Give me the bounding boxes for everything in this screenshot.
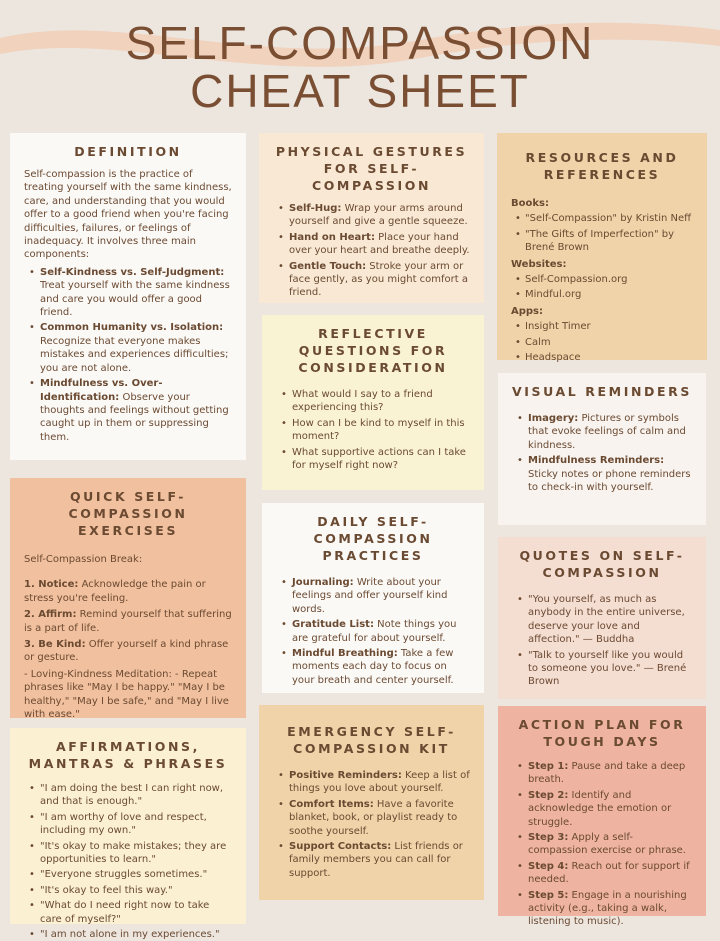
action-step: • Step 5: Engage in a nourishing activity (e.g., taking a walk, listening to music). [512,889,692,929]
book-item: • "The Gifts of Imperfection" by Brené Brown [511,228,693,255]
affirmation-item: • "What do I need right now to take care of myself?" [24,899,232,926]
apps-label: Apps: [511,305,544,317]
action-step: • Step 3: Apply a self-compassion exercise or phrase. [512,831,692,858]
definition-item: • Common Humanity vs. Isolation: Recognize that everyone makes mistakes and experiences difficulties; you are not alone. [24,321,232,375]
definition-card [10,133,246,460]
reflective-questions-card [262,315,484,490]
website-item: • Mindful.org [511,288,693,301]
kit-item: • Positive Reminders: Keep a list of things you love about yourself. [273,769,470,796]
question-item: • What would I say to a friend experiencing this? [276,388,470,415]
action-step: • Step 4: Reach out for support if needed. [512,860,692,887]
quick-exercises-intro: Self-Compassion Break: [24,554,143,565]
kit-item: • Support Contacts: List friends or family members you can call for support. [273,840,470,880]
practice-item: • Mindful Breathing: Take a few moments each day to focus on your breath and center yourself. [276,647,470,687]
visual-reminders-card [498,373,706,525]
page-title-line-2: CHEAT SHEET [190,65,530,117]
gesture-item: • Gentle Touch: Stroke your arm or face gently, as you might comfort a friend. [273,260,470,300]
quick-exercises-card [10,478,246,721]
definition-item: • Self-Kindness vs. Self-Judgment: Treat yourself with the same kindness and care you would offer a good friend. [24,266,232,320]
affirmation-item: • "It's okay to feel this way." [24,884,232,897]
gesture-item: • Hand on Heart: Place your hand over your heart and breathe deeply. [273,231,470,258]
affirmation-item: • "I am worthy of love and respect, including my own." [24,811,232,838]
app-item: • Headspace [511,351,693,364]
quotes-heading: QUOTES ON SELF-COMPASSION [519,548,685,580]
action-plan-heading: ACTION PLAN FOR TOUGH DAYS [518,717,686,749]
websites-label: Websites: [511,258,567,270]
practice-item: • Journaling: Write about your feelings and offer yourself kind words. [276,576,470,616]
reflective-questions-heading: REFLECTIVE QUESTIONS FOR CONSIDERATION [298,326,448,375]
practice-item: • Gratitude List: Note things you are grateful for about yourself. [276,618,470,645]
quote-item: • "You yourself, as much as anybody in the entire universe, deserve your love and affection." — Buddha [512,593,692,647]
exercise-step: 3. Be Kind: Offer yourself a kind phrase or gesture. [24,639,229,664]
daily-practices-heading: DAILY SELF-COMPASSION PRACTICES [313,514,433,563]
app-item: • Insight Timer [511,320,693,333]
action-step: • Step 2: Identify and acknowledge the emotion or struggle. [512,789,692,829]
daily-practices-card [262,503,484,693]
emergency-kit-card [259,705,484,900]
page-title-line-1: SELF-COMPASSION [125,17,595,69]
physical-gestures-heading: PHYSICAL GESTURES FOR SELF-COMPASSION [275,144,468,193]
affirmations-heading: AFFIRMATIONS, MANTRAS & PHRASES [28,739,228,771]
exercise-step: 2. Affirm: Remind yourself that suffering is a part of life. [24,609,232,634]
gesture-item: • Self-Hug: Wrap your arms around yourself and give a gentle squeeze. [273,202,470,229]
action-plan-card [498,706,706,928]
visual-item: • Mindfulness Reminders: Sticky notes or phone reminders to check-in with yourself. [512,454,692,494]
affirmation-item: • "I am doing the best I can right now, and that is enough." [24,782,232,809]
physical-gestures-card [259,133,484,303]
book-item: • "Self-Compassion" by Kristin Neff [511,212,693,225]
question-item: • What supportive actions can I take for myself right now? [276,446,470,473]
visual-item: • Imagery: Pictures or symbols that evoke feelings of calm and kindness. [512,412,692,452]
quote-item: • "Talk to yourself like you would to someone you love." — Brené Brown [512,649,692,689]
affirmation-item: • "Everyone struggles sometimes." [24,868,232,881]
action-step: • Step 1: Pause and take a deep breath. [512,760,692,787]
definition-intro: Self-compassion is the practice of treating yourself with the same kindness, care, and understanding that you would offer to a good friend when you're facing difficulties, failures, or feelings of inadequacy. It involves three main components: [24,169,232,261]
definition-item: • Mindfulness vs. Over-Identification: Observe your thoughts and feelings without getting caught up in them or suppressing them. [24,377,232,444]
affirmation-item: • "It's okay to make mistakes; they are opportunities to learn." [24,840,232,867]
definition-heading: DEFINITION [74,144,182,159]
affirmations-card [10,728,246,941]
kit-item: • Comfort Items: Have a favorite blanket, book, or playlist ready to soothe yourself. [273,798,470,838]
resources-heading: RESOURCES AND REFERENCES [525,150,679,182]
emergency-kit-heading: EMERGENCY SELF-COMPASSION KIT [287,724,456,756]
website-item: • Self-Compassion.org [511,273,693,286]
quick-exercises-heading: QUICK SELF-COMPASSION EXERCISES [68,489,188,538]
exercise-step: 1. Notice: Acknowledge the pain or stress you're feeling. [24,579,206,604]
question-item: • How can I be kind to myself in this moment? [276,417,470,444]
books-label: Books: [511,198,549,209]
visual-reminders-heading: VISUAL REMINDERS [512,384,692,399]
loving-kindness-text: - Loving-Kindness Meditation: - Repeat phrases like "May I be happy." "May I be healthy," "May I be safe," and "May I live with ease." [24,668,229,721]
resources-card [497,133,707,364]
quotes-card [498,537,706,699]
app-item: • Calm [511,336,693,349]
affirmation-item: • "I am not alone in my experiences." [24,928,232,941]
